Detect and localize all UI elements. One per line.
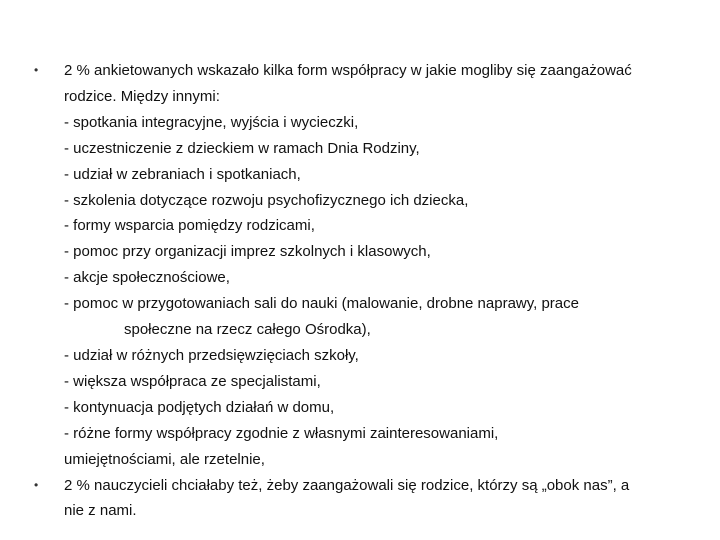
- text-line: rodzice. Między innymi:: [64, 87, 220, 105]
- text-line: społeczne na rzecz całego Ośrodka),: [124, 321, 371, 339]
- text-line: 2 % ankietowanych wskazało kilka form współpracy w jakie mogliby się zaangażować: [64, 62, 632, 79]
- text-line: 2 % nauczycieli chciałaby też, żeby zaangażowali się rodzice, którzy są „obok nas”, a: [64, 476, 630, 494]
- bullet-text: [64, 473, 694, 525]
- text-line: - formy wsparcia pomiędzy rodzicami,: [64, 217, 315, 235]
- text-line: - udział w zebraniach i spotkaniach,: [64, 165, 301, 183]
- text-line: - większa współpraca ze specjalistami,: [64, 372, 321, 390]
- bullet-list: [34, 58, 694, 524]
- bullet-item: [34, 473, 694, 525]
- text-line: - akcje społecznościowe,: [64, 269, 230, 287]
- text-line: - pomoc w przygotowaniach sali do nauki (malowanie, drobne naprawy, prace: [64, 295, 579, 313]
- bullet-item: [34, 58, 694, 473]
- text-line: - kontynuacja podjętych działań w domu,: [64, 398, 335, 416]
- text-line: - szkolenia dotyczące rozwoju psychofizycznego ich dziecka,: [64, 191, 469, 209]
- text-line: - różne formy współpracy zgodnie z własnymi zainteresowaniami,: [64, 424, 499, 442]
- text-line: umiejętnościami, ale rzetelnie,: [64, 450, 265, 468]
- bullet-marker: •: [34, 63, 39, 77]
- text-line: - spotkania integracyjne, wyjścia i wycieczki,: [64, 113, 359, 131]
- text-line: - udział w różnych przedsięwzięciach szkoły,: [64, 346, 359, 364]
- text-line: - uczestniczenie z dzieckiem w ramach Dnia Rodziny,: [64, 139, 420, 157]
- bullet-text: [64, 58, 694, 473]
- bullet-marker: •: [34, 477, 39, 492]
- text-line: - pomoc przy organizacji imprez szkolnych i klasowych,: [64, 243, 431, 261]
- text-line: nie z nami.: [64, 502, 137, 520]
